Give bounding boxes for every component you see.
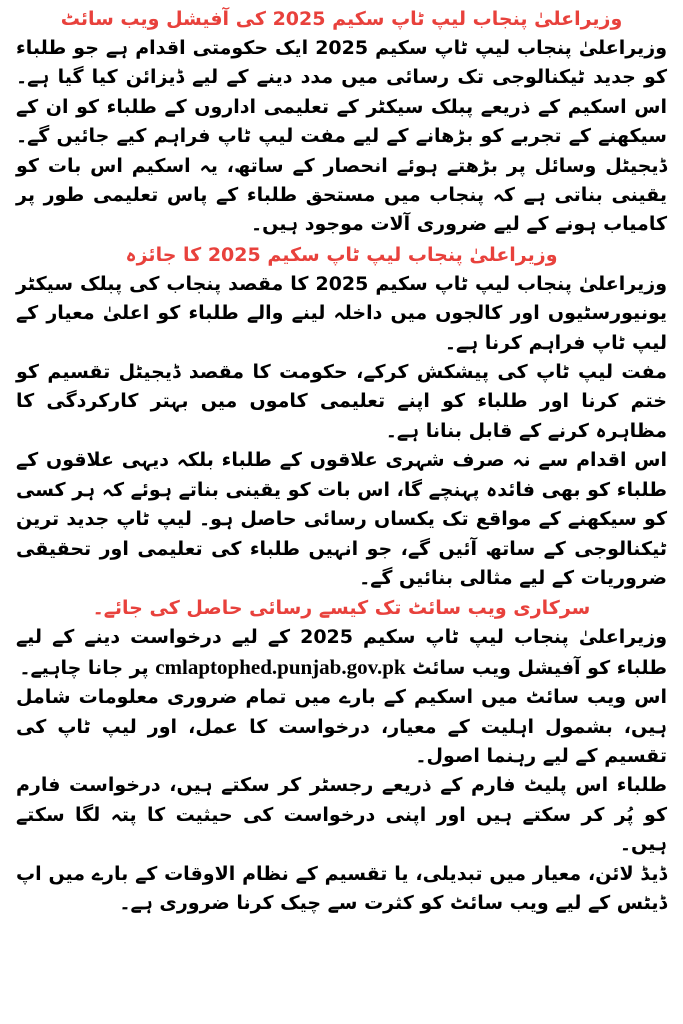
paragraph-overview-rural-urban: اس اقدام سے نہ صرف شہری علاقوں کے طلباء بلکہ دیہی علاقوں کے طلباء کو بھی فائدہ پہنچے گا، اس بات کو یقینی بناتے ہوئے کہ ہر کسی کو سیکھنے کے مواقع تک یکساں رسائی حاصل ہو۔ لیپ ٹاپ جدید ترین ٹیکنالوجی کے ساتھ آئیں گے، جو انہیں طلباء کی تعلیمی اور تحقیقی ضروریات کے لیے مثالی بنائیں گے۔ — [16, 449, 667, 589]
website-url-link[interactable]: cmlaptophed.punjab.gov.pk — [155, 654, 406, 679]
section-heading-access-website: سرکاری ویب سائٹ تک کیسے رسائی حاصل کی جائے۔ — [92, 597, 591, 620]
paragraph-registration: طلباء اس پلیٹ فارم کے ذریعے رجسٹر کر سکتے ہیں، درخواست فارم کو پُر کر سکتے ہیں اور اپنی درخواست کی حیثیت کا پتہ لگا سکتے ہیں۔ — [16, 774, 667, 856]
paragraph-overview-purpose: وزیراعلیٰ پنجاب لیپ ٹاپ سکیم 2025 کا مقصد پنجاب کی پبلک سیکٹر یونیورسٹیوں اور کالجوں میں داخلہ لینے والے طلباء کو اعلیٰ معیار کے لیپ ٹاپ فراہم کرنا ہے۔ — [16, 272, 668, 354]
paragraph-overview-digital-divide: مفت لیپ ٹاپ کی پیشکش کرکے، حکومت کا مقصد ڈیجیٹل تقسیم کو ختم کرنا اور طلباء کو اپنے تعلیمی کاموں میں بہتر کارکردگی کا مظاہرہ کرنے کے قابل بنانا ہے۔ — [16, 361, 667, 442]
access-intro-text: وزیراعلیٰ پنجاب لیپ ٹاپ سکیم 2025 کے لیے درخواست دینے کے لیے طلباء کو آفیشل ویب سائٹ — [16, 626, 667, 679]
paragraph-access-intro — [16, 623, 667, 683]
paragraph-scheme-intro: وزیراعلیٰ پنجاب لیپ ٹاپ سکیم 2025 ایک حکومتی اقدام ہے جو طلباء کو جدید ٹیکنالوجی تک رسائی میں مدد دینے کے لیے ڈیزائن کیا گیا ہے۔ اس اسکیم کے ذریعے پبلک سیکٹر کے تعلیمی اداروں کے طلباء کو ان کے سیکھنے کے تجربے کو بڑھانے کے لیے مفت لیپ ٹاپ فراہم کیے جائیں گے۔ ڈیجیٹل وسائل پر بڑھتے ہوئے انحصار کے ساتھ، یہ اسکیم اس بات کو یقینی بناتی ہے کہ پنجاب میں مستحق طلباء کے پاس تعلیمی طور پر کامیاب ہونے کے لیے ضروری آلات موجود ہیں۔ — [16, 37, 667, 236]
section-heading-overview: وزیراعلیٰ پنجاب لیپ ٹاپ سکیم 2025 کا جائزہ — [125, 243, 558, 266]
section-heading-official-website: وزیراعلیٰ پنجاب لیپ ٹاپ سکیم 2025 کی آفیشل ویب سائٹ — [60, 8, 623, 30]
paragraph-check-updates: ڈیڈ لائن، معیار میں تبدیلی، یا تقسیم کے نظام الاوقات کے بارے میں اپ ڈیٹس کے لیے ویب سائٹ کو کثرت سے چیک کرنا ضروری ہے۔ — [16, 862, 667, 914]
access-intro-suffix: پر جانا چاہیے۔ — [19, 656, 149, 679]
paragraph-website-info: اس ویب سائٹ میں اسکیم کے بارے میں تمام ضروری معلومات شامل ہیں، بشمول اہلیت کے معیار، درخواست کا عمل، اور لیپ ٹاپ کی تقسیم کے لیے رہنما اصول۔ — [16, 686, 667, 767]
